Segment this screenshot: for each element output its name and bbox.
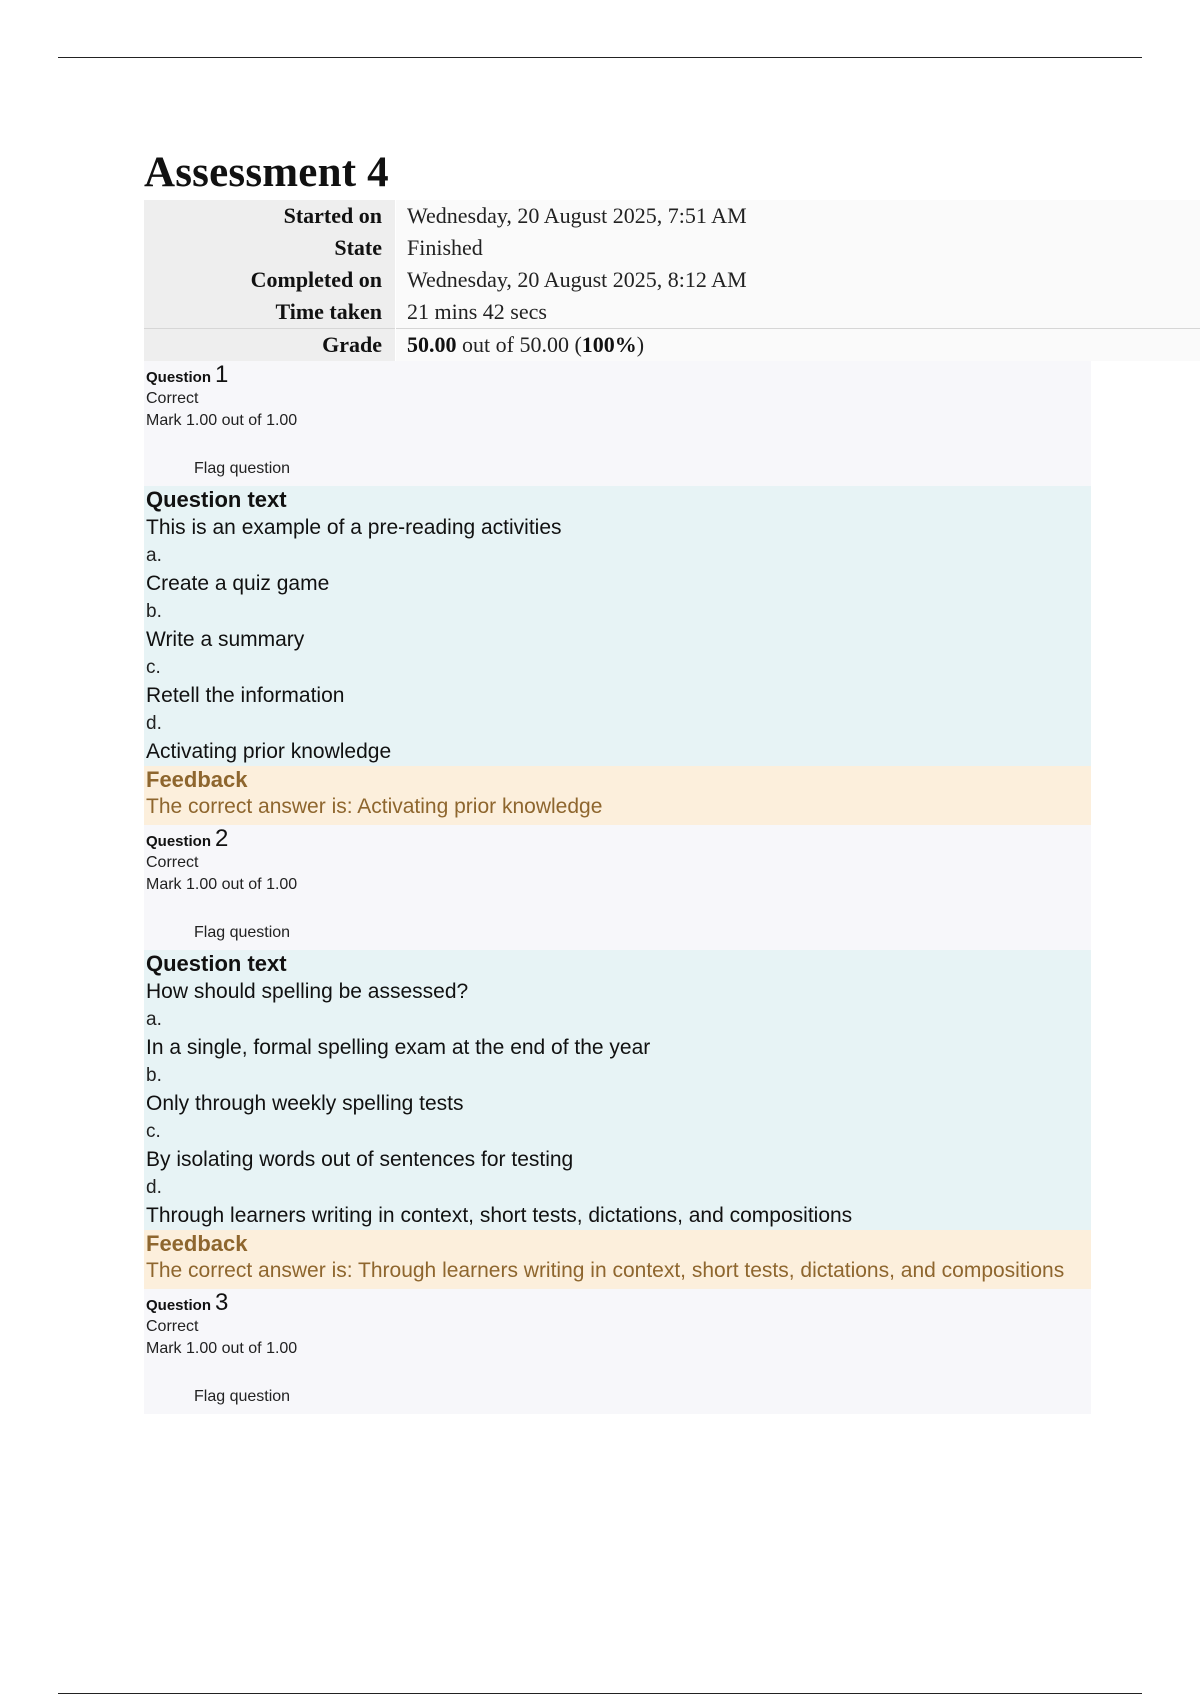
question-text: How should spelling be assessed? [146, 980, 469, 1003]
option-letter: c. [146, 657, 161, 678]
option-letter: d. [146, 713, 162, 734]
grade-score: 50.00 [407, 332, 457, 357]
question-2 [144, 825, 1091, 1289]
question-label: Question [146, 833, 212, 850]
grade-percent: 100% [581, 332, 637, 357]
question-text-heading: Question text [146, 487, 287, 512]
summary-row-started [144, 200, 1200, 232]
grade-value [396, 329, 1200, 362]
question-number-value: 1 [215, 361, 229, 388]
summary-value: Wednesday, 20 August 2025, 7:51 AM [396, 200, 1200, 232]
option-answer[interactable]: Only through weekly spelling tests [146, 1092, 464, 1115]
question-text: This is an example of a pre-reading activities [146, 516, 562, 539]
summary-row-completed [144, 264, 1200, 296]
question-label: Question [146, 1297, 212, 1314]
page-title: Assessment 4 [144, 149, 389, 196]
flag-question-link[interactable]: Flag question [194, 924, 291, 941]
question-text-heading: Question text [146, 951, 287, 976]
grade-out-of: out of 50.00 ( [456, 332, 582, 357]
question-mark: Mark 1.00 out of 1.00 [146, 1340, 298, 1357]
option-letter: d. [146, 1177, 162, 1198]
option-answer[interactable]: Create a quiz game [146, 572, 330, 595]
question-mark: Mark 1.00 out of 1.00 [146, 876, 298, 893]
question-number-value: 3 [215, 1289, 229, 1316]
question-3 [144, 1289, 1091, 1414]
question-feedback [144, 766, 1091, 825]
question-number-value: 2 [215, 825, 229, 852]
option-letter: b. [146, 601, 162, 622]
question-info [144, 1289, 1091, 1414]
attempt-summary-table [144, 200, 1200, 361]
option-answer[interactable]: Through learners writing in context, short tests, dictations, and compositions [146, 1204, 853, 1227]
question-state: Correct [146, 390, 199, 407]
question-number [146, 1289, 1089, 1316]
grade-close: ) [636, 332, 645, 357]
summary-value: 21 mins 42 secs [396, 296, 1200, 329]
question-label: Question [146, 369, 212, 386]
option-letter: a. [146, 1009, 162, 1030]
summary-label: Started on [144, 200, 396, 232]
summary-row-time-taken [144, 296, 1200, 329]
top-divider [58, 57, 1142, 58]
question-state: Correct [146, 1318, 199, 1335]
option-answer[interactable]: In a single, formal spelling exam at the end of the year [146, 1036, 651, 1059]
option-letter: c. [146, 1121, 161, 1142]
summary-value: Wednesday, 20 August 2025, 8:12 AM [396, 264, 1200, 296]
flag-question-link[interactable]: Flag question [194, 460, 291, 477]
question-info [144, 825, 1091, 950]
option-answer[interactable]: By isolating words out of sentences for testing [146, 1148, 574, 1171]
option-letter: a. [146, 545, 162, 566]
option-answer[interactable]: Activating prior knowledge [146, 740, 392, 763]
feedback-heading: Feedback [146, 767, 248, 792]
option-answer[interactable]: Retell the information [146, 684, 345, 707]
question-formulation [144, 486, 1091, 766]
question-state: Correct [146, 854, 199, 871]
page-content [144, 146, 1200, 1414]
question-number [146, 361, 1089, 388]
question-info [144, 361, 1091, 486]
summary-row-state [144, 232, 1200, 264]
summary-label: Grade [144, 329, 396, 362]
feedback-heading: Feedback [146, 1231, 248, 1256]
feedback-text: The correct answer is: Activating prior knowledge [146, 795, 603, 818]
summary-label: Completed on [144, 264, 396, 296]
feedback-text: The correct answer is: Through learners writing in context, short tests, dictations, and compositions [146, 1259, 1065, 1282]
question-1 [144, 361, 1091, 825]
summary-value: Finished [396, 232, 1200, 264]
summary-row-grade [144, 329, 1200, 362]
option-answer[interactable]: Write a summary [146, 628, 305, 651]
bottom-divider [58, 1693, 1142, 1694]
summary-label: Time taken [144, 296, 396, 329]
question-mark: Mark 1.00 out of 1.00 [146, 412, 298, 429]
summary-label: State [144, 232, 396, 264]
question-feedback [144, 1230, 1091, 1289]
option-letter: b. [146, 1065, 162, 1086]
flag-question-link[interactable]: Flag question [194, 1388, 291, 1405]
question-number [146, 825, 1089, 852]
question-formulation [144, 950, 1091, 1230]
